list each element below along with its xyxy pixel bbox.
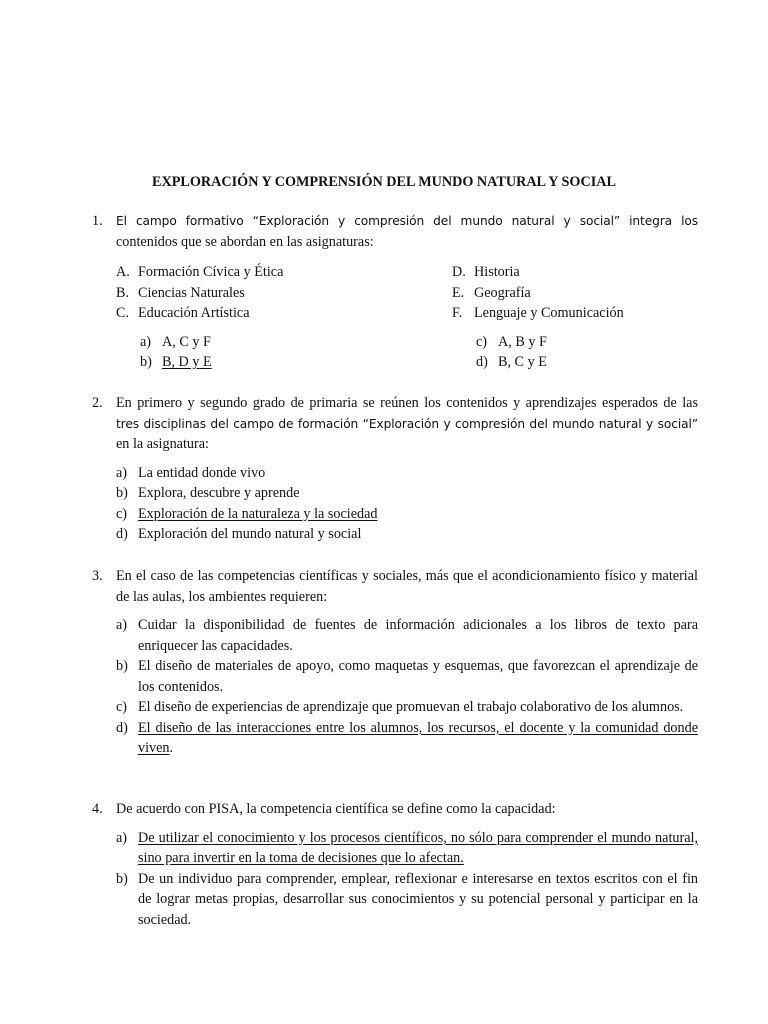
list-item: C. Educación Artística bbox=[116, 305, 250, 321]
question-number: 3. bbox=[92, 568, 103, 584]
subject-list bbox=[116, 262, 698, 324]
answer-option: d) Exploración del mundo natural y social bbox=[116, 526, 362, 542]
list-item: A. Formación Cívica y Ética bbox=[116, 264, 284, 280]
question-text: El campo formativo “Exploración y compresión del mundo natural y social” integra los contenidos que se abordan en las asignaturas: bbox=[116, 214, 698, 250]
answer-option: b) El diseño de materiales de apoyo, como maquetas y esquemas, que favorezcan el aprendizaje de los contenidos. bbox=[116, 658, 698, 695]
question-text: En primero y segundo grado de primaria se reúnen los contenidos y aprendizajes esperados de las tres disciplinas del campo de formación “Exploración y compresión del mundo natural y social” en la asignatura: bbox=[116, 395, 698, 452]
question-text: De acuerdo con PISA, la competencia científica se define como la capacidad: bbox=[116, 801, 556, 817]
answer-option-correct: a) De utilizar el conocimiento y los procesos científicos, no sólo para comprender el mundo natural, sino para invertir en la toma de decisiones que lo afectan. bbox=[116, 829, 698, 866]
list-item: F. Lenguaje y Comunicación bbox=[452, 305, 624, 321]
answer-option: b) De un individuo para comprender, emplear, reflexionar e interesarse en textos escritos con el fin de lograr metas propias, desarrollar sus conocimientos y su potencial personal y participar en la sociedad. bbox=[116, 870, 698, 928]
question-text: En el caso de las competencias científicas y sociales, más que el acondicionamiento físico y material de las aulas, los ambientes requieren: bbox=[116, 568, 698, 605]
answer-option: c) El diseño de experiencias de aprendizaje que promuevan el trabajo colaborativo de los alumnos. bbox=[116, 699, 684, 715]
question-number: 2. bbox=[92, 395, 103, 411]
answer-option: d) B, C y E bbox=[476, 354, 547, 370]
question-1 bbox=[92, 211, 698, 373]
answer-option: c) A, B y F bbox=[476, 333, 547, 350]
option-list bbox=[116, 615, 698, 759]
answer-option-correct: b) B, D y E bbox=[140, 354, 212, 370]
option-list bbox=[116, 828, 698, 931]
answer-list bbox=[116, 332, 698, 373]
question-2 bbox=[92, 393, 698, 545]
question-number: 4. bbox=[92, 801, 103, 817]
option-list bbox=[116, 463, 698, 545]
question-4 bbox=[92, 799, 698, 930]
list-item: B. Ciencias Naturales bbox=[116, 284, 245, 301]
answer-option-correct: d) El diseño de las interacciones entre los alumnos, los recursos, el docente y la comunidad donde viven. bbox=[116, 719, 698, 756]
answer-option-correct: c) Exploración de la naturaleza y la sociedad bbox=[116, 505, 378, 522]
list-item: D. Historia bbox=[452, 264, 520, 280]
answer-option: a) Cuidar la disponibilidad de fuentes de información adicionales a los libros de texto para enriquecer las capacidades. bbox=[116, 617, 698, 654]
list-item: E. Geografía bbox=[452, 284, 531, 301]
answer-option: a) La entidad donde vivo bbox=[116, 464, 266, 481]
question-3 bbox=[92, 566, 698, 759]
answer-option: a) A, C y F bbox=[140, 333, 211, 350]
answer-option: b) Explora, descubre y aprende bbox=[116, 485, 300, 501]
question-number: 1. bbox=[92, 213, 103, 229]
document-title: EXPLORACIÓN Y COMPRENSIÓN DEL MUNDO NATURAL Y SOCIAL bbox=[152, 174, 616, 190]
